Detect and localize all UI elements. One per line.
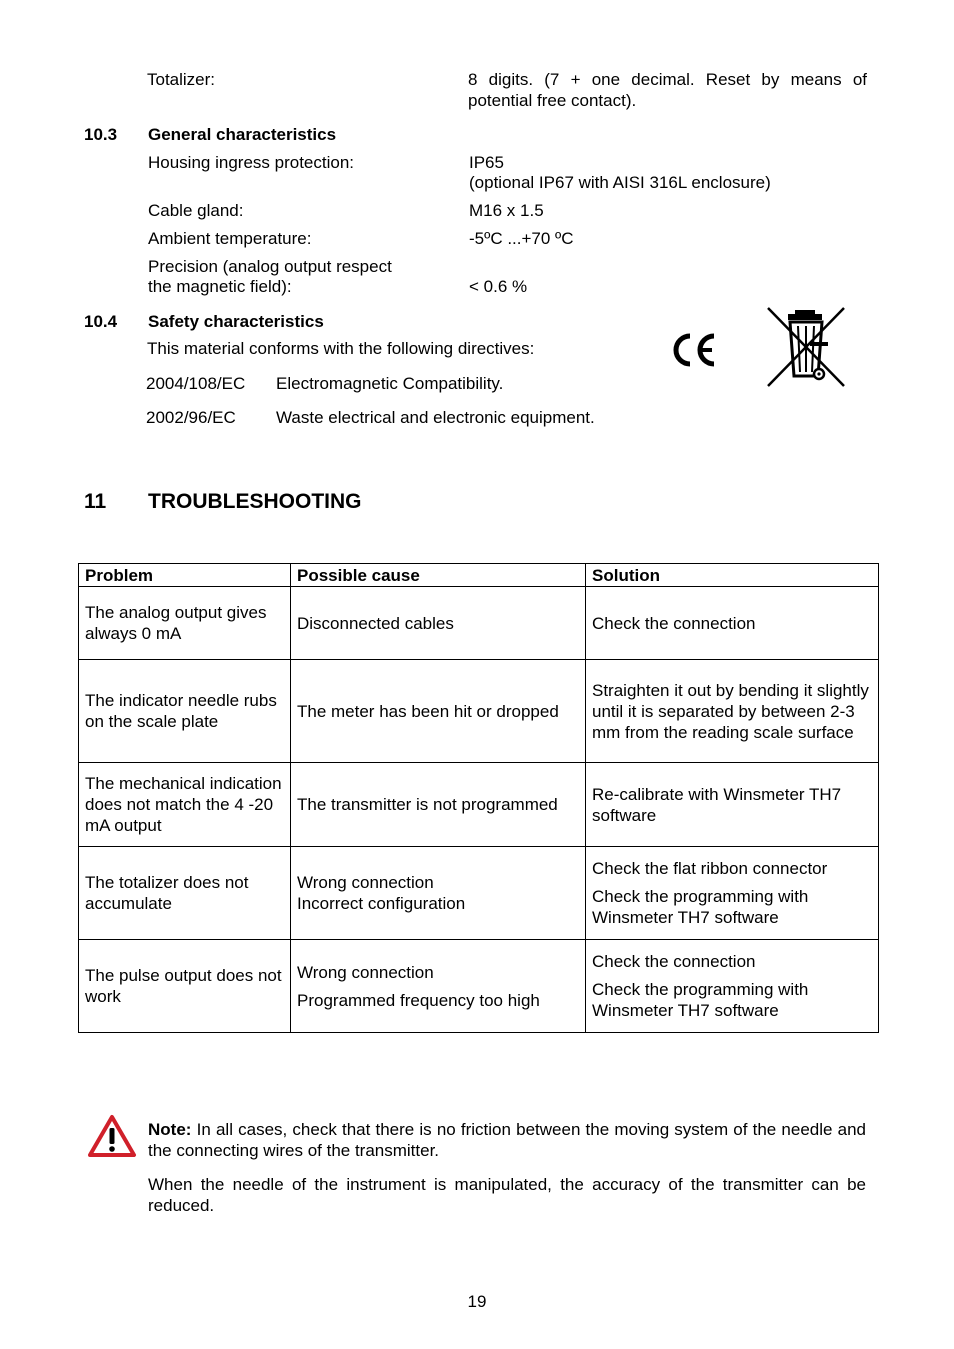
table-row [79,763,879,847]
spec-label-cable-gland: Cable gland: [148,201,244,220]
problem-cell: The mechanical indication does not match the 4 -20 mA output [79,763,291,847]
cause-text: The meter has been hit or dropped [297,701,559,721]
warning-triangle-icon [87,1114,137,1158]
spec-value-precision: < 0.6 % [469,277,528,296]
column-header-solution: Solution [586,564,879,587]
section-title-safety: Safety characteristics [148,312,324,331]
directive-code: 2004/108/EC [146,374,246,393]
column-header-problem: Problem [79,564,291,587]
cause-cell [291,763,586,847]
table-row [79,587,879,660]
solution-text: Check the connection [592,952,756,971]
solution-cell [586,940,879,1033]
table-row [79,847,879,940]
directive-code: 2002/96/EC [146,408,236,427]
solution-cell [586,587,879,660]
cause-text: Disconnected cables [297,613,454,633]
section-number-10-3: 10.3 [84,125,118,144]
troubleshooting-table [78,563,879,1033]
spec-value-cable-gland: M16 x 1.5 [469,201,544,220]
cause-cell [291,587,586,660]
problem-cell: The totalizer does not accumulate [79,847,291,940]
table-header-row [79,564,879,587]
spec-value-ingress-2: (optional IP67 with AISI 316L enclosure) [469,173,771,192]
problem-cell: The pulse output does not work [79,940,291,1033]
solution-cell [586,847,879,940]
problem-cell: The indicator needle rubs on the scale plate [79,660,291,763]
cause-text: Wrong connection [297,873,434,892]
solution-text: Check the programming with Winsmeter TH7 software [592,887,809,927]
solution-text: Check the connection [592,613,756,633]
spec-value-ingress-1: IP65 [469,153,504,172]
weee-bin-icon [764,306,848,390]
solution-text: Check the flat ribbon connector [592,859,828,878]
cause-text: Programmed frequency too high [297,990,540,1010]
solution-cell [586,660,879,763]
ce-mark-icon [670,330,718,370]
spec-label-precision-2: the magnetic field): [148,277,292,296]
note-paragraph-2: When the needle of the instrument is manipulated, the accuracy of the transmitter can be reduced. [148,1175,866,1215]
solution-text: Check the programming with Winsmeter TH7 software [592,980,809,1020]
table-row [79,660,879,763]
table-row [79,940,879,1033]
directive-text: Waste electrical and electronic equipment. [276,408,595,427]
cause-cell [291,847,586,940]
directive-text: Electromagnetic Compatibility. [276,374,504,393]
solution-text: Re-calibrate with Winsmeter TH7 software [592,784,842,825]
cause-cell [291,940,586,1033]
page-number: 19 [467,1292,487,1311]
section-title-general: General characteristics [148,125,337,144]
note-label: Note: [148,1120,192,1139]
note-text: In all cases, check that there is no friction between the moving system of the needle and the connecting wires of the transmitter. [148,1120,866,1160]
solution-cell [586,763,879,847]
totalizer-label: Totalizer: [147,70,216,89]
spec-value-ambient: -5ºC ...+70 ºC [469,229,574,248]
cause-cell [291,660,586,763]
totalizer-value: 8 digits. (7 + one decimal. Reset by means of potential free contact). [468,70,867,110]
section-title-troubleshooting: TROUBLESHOOTING [148,490,362,513]
spec-label-ingress: Housing ingress protection: [148,153,355,172]
cause-text: Wrong connection [297,962,434,982]
note-paragraph [148,1119,866,1161]
problem-cell: The analog output gives always 0 mA [79,587,291,660]
column-header-cause: Possible cause [291,564,586,587]
directives-intro: This material conforms with the following directives: [147,339,535,358]
spec-label-ambient: Ambient temperature: [148,229,312,248]
spec-label-precision-1: Precision (analog output respect [148,257,392,276]
section-number-10-4: 10.4 [84,312,118,331]
cause-text: The transmitter is not programmed [297,795,558,814]
section-number-11: 11 [84,490,107,513]
solution-text: Straighten it out by bending it slightly until it is separated by between 2-3 mm from the reading scale surface [592,680,869,742]
cause-text: Incorrect configuration [297,894,466,913]
